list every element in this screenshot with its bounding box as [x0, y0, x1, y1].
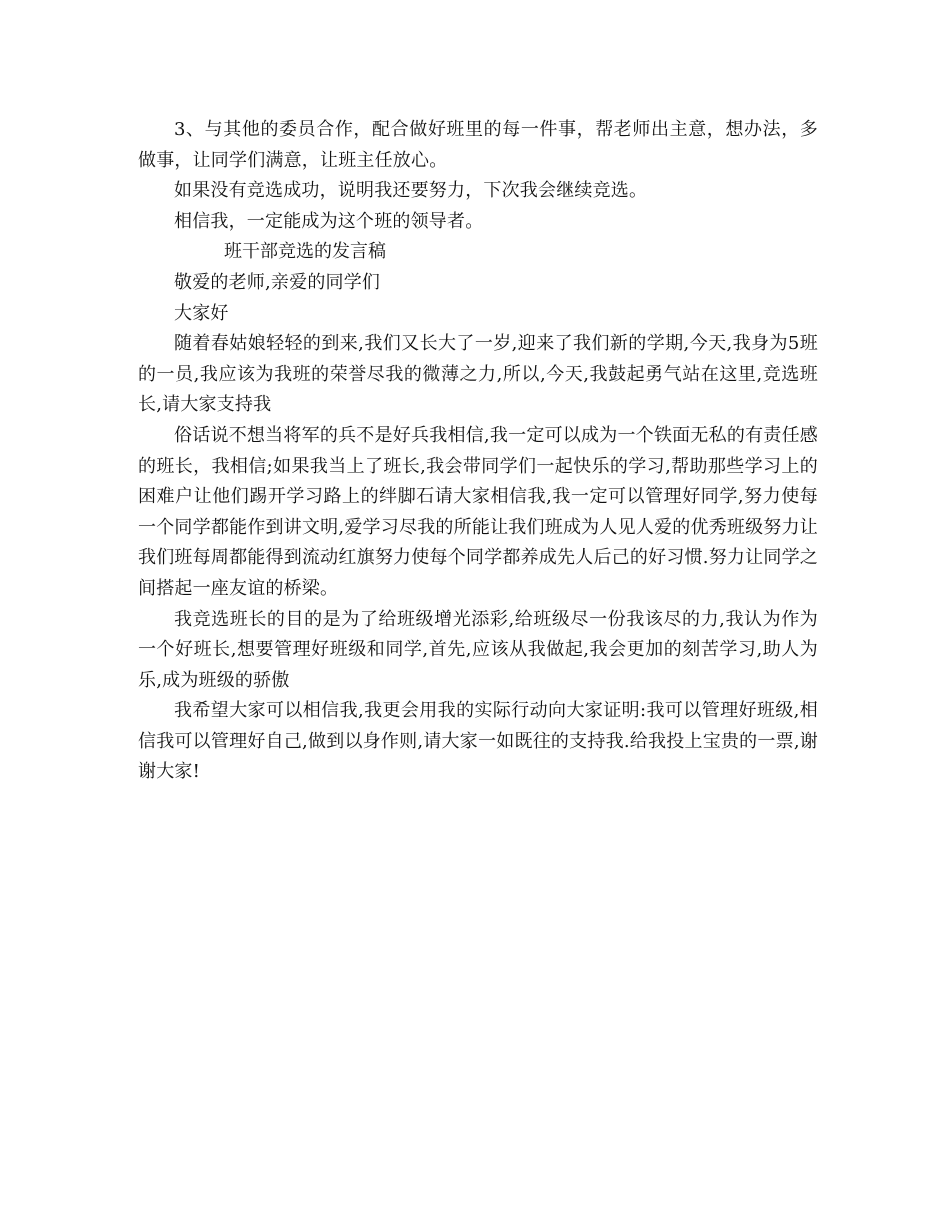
paragraph-closing: 我希望大家可以相信我,我更会用我的实际行动向大家证明:我可以管理好班级,相信我可以管理好自己,做到以身作则,请大家一如既往的支持我.给我投上宝贵的一票,谢谢大家!	[138, 700, 818, 783]
paragraph-purpose: 我竞选班长的目的是为了给班级增光添彩,给班级尽一份我该尽的力,我认为作为一个好班长,想要管理好班级和同学,首先,应该从我做起,我会更加的刻苦学习,助人为乐,成为班级的骄傲	[138, 608, 818, 691]
paragraph-duties-3: 3、与其他的委员合作，配合做好班里的每一件事，帮老师出主意，想办法，多做事，让同学们满意，让班主任放心。	[138, 119, 818, 171]
paragraph-if-not-elected: 如果没有竞选成功，说明我还要努力，下次我会继续竞选。	[174, 180, 648, 202]
paragraph-commitment: 俗话说不想当将军的兵不是好兵我相信,我一定可以成为一个铁面无私的有责任感的班长，我相信;如果我当上了班长,我会带同学们一起快乐的学习,帮助那些学习上的困难户让他们踢开学习路上的绊脚石请大家相信我,我一定可以管理好同学,努力使每一个同学都能作到讲文明,爱学习尽我的所能让我们班成为人见人爱的优秀班级努力让我们班每周都能得到流动红旗努力使每个同学都养成先人后己的好习惯.努力让同学之间搭起一座友谊的桥梁。	[138, 424, 818, 599]
paragraph-believe-me: 相信我，一定能成为这个班的领导者。	[174, 210, 484, 232]
speech-title: 班干部竞选的发言稿	[224, 241, 386, 263]
paragraph-introduction: 随着春姑娘轻轻的到来,我们又长大了一岁,迎来了我们新的学期,今天,我身为5班的一员,我应该为我班的荣誉尽我的微薄之力,所以,今天,我鼓起勇气站在这里,竞选班长,请大家支持我	[138, 333, 818, 416]
paragraph-salutation: 敬爱的老师,亲爱的同学们	[174, 271, 381, 293]
document-body	[138, 115, 818, 788]
paragraph-greeting: 大家好	[174, 302, 229, 324]
